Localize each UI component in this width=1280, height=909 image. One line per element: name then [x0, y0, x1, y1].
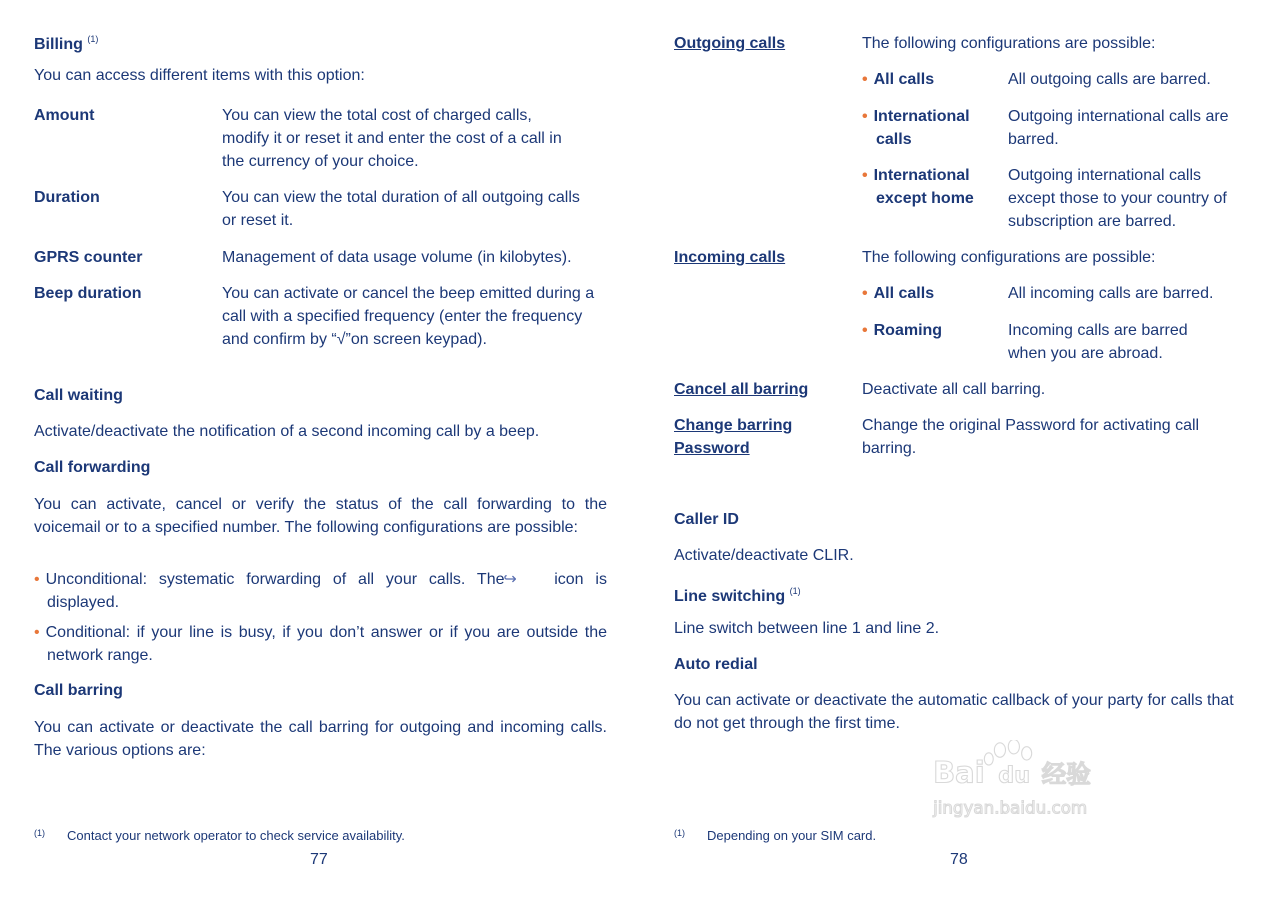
- svg-text:jingyan.baidu.com: jingyan.baidu.com: [933, 797, 1088, 818]
- call-waiting-heading: Call waiting: [34, 387, 123, 404]
- outgoing-all-desc: All outgoing calls are barred.: [1008, 71, 1211, 88]
- baidu-watermark-logo: [930, 740, 1120, 818]
- outgoing-intl-except-desc: Outgoing international calls except those to your country of subscription are barred.: [1008, 167, 1227, 230]
- amount-desc: You can view the total cost of charged calls, modify it or reset it and enter the cost of a call in the currency of your choice.: [222, 107, 562, 170]
- bullet-conditional: • Conditional: if your line is busy, if you don’t answer or if you are outside the network range.: [34, 624, 607, 664]
- svg-text:Bai: Bai: [933, 755, 985, 790]
- beep-desc: You can activate or cancel the beep emitted during a call with a specified frequency (enter the frequency and confirm by “√”on screen keypad).: [222, 285, 595, 348]
- outgoing-all-label: • All calls: [862, 71, 935, 88]
- bullet-unconditional: • Unconditional: systematic forwarding of all your calls. The ↪ icon is displayed.: [34, 568, 607, 614]
- gprs-desc: Management of data usage volume (in kilobytes).: [222, 249, 572, 266]
- svg-text:du: du: [998, 762, 1031, 789]
- cancel-barring-desc: Deactivate all call barring.: [862, 381, 1046, 398]
- outgoing-intro: The following configurations are possible:: [862, 35, 1156, 52]
- duration-label: Duration: [34, 189, 100, 206]
- incoming-roaming-label: • Roaming: [862, 322, 943, 339]
- svg-text:经验: 经验: [1041, 759, 1091, 789]
- billing-intro: You can access different items with this option:: [34, 67, 365, 84]
- duration-desc: You can view the total duration of all outgoing calls or reset it.: [222, 189, 580, 229]
- outgoing-intl-label: • International calls: [862, 108, 970, 148]
- footnote-mark: (1): [674, 828, 685, 838]
- auto-redial-text: You can activate or deactivate the automatic callback of your party for calls that do not get through the first time.: [674, 692, 1234, 732]
- gprs-label: GPRS counter: [34, 249, 143, 266]
- incoming-all-label: • All calls: [862, 285, 935, 302]
- line-switching-text: Line switch between line 1 and line 2.: [674, 620, 940, 637]
- call-waiting-text: Activate/deactivate the notification of a second incoming call by a beep.: [34, 423, 540, 440]
- outgoing-intl-except-label: • International except home: [862, 167, 974, 207]
- beep-label: Beep duration: [34, 285, 142, 302]
- call-forward-icon: ↪: [503, 571, 517, 588]
- incoming-all-desc: All incoming calls are barred.: [1008, 285, 1214, 302]
- change-password-desc: Change the original Password for activating call barring.: [862, 417, 1200, 457]
- incoming-calls-label: Incoming calls: [674, 249, 786, 266]
- caller-id-heading: Caller ID: [674, 511, 739, 528]
- outgoing-intl-desc: Outgoing international calls are barred.: [1008, 108, 1229, 148]
- call-barring-heading: Call barring: [34, 682, 123, 699]
- amount-label: Amount: [34, 107, 95, 124]
- incoming-roaming-desc: Incoming calls are barred when you are abroad.: [1008, 322, 1188, 362]
- billing-heading: Billing $^{(1)}$: [34, 34, 99, 53]
- call-barring-text: You can activate or deactivate the call barring for outgoing and incoming calls. The various options are:: [34, 719, 607, 759]
- footnote-text: Depending on your SIM card.: [707, 828, 877, 843]
- auto-redial-heading: Auto redial: [674, 656, 758, 673]
- cancel-barring-label: Cancel all barring: [674, 381, 809, 398]
- page-number: 78: [950, 851, 968, 868]
- footnote-mark: (1): [34, 828, 45, 838]
- call-forwarding-text: You can activate, cancel or verify the status of the call forwarding to the voicemail or to a specified number. The following configurations are possible:: [34, 496, 607, 536]
- incoming-intro: The following configurations are possible:: [862, 249, 1156, 266]
- page-number: 77: [310, 851, 328, 868]
- change-password-label: Change barring Password: [674, 417, 793, 457]
- footnote-text: Contact your network operator to check service availability.: [67, 828, 405, 843]
- line-switching-heading: Line switching $^{(1)}$: [674, 586, 801, 605]
- call-forwarding-heading: Call forwarding: [34, 459, 151, 476]
- outgoing-calls-label: Outgoing calls: [674, 35, 786, 52]
- caller-id-text: Activate/deactivate CLIR.: [674, 547, 854, 564]
